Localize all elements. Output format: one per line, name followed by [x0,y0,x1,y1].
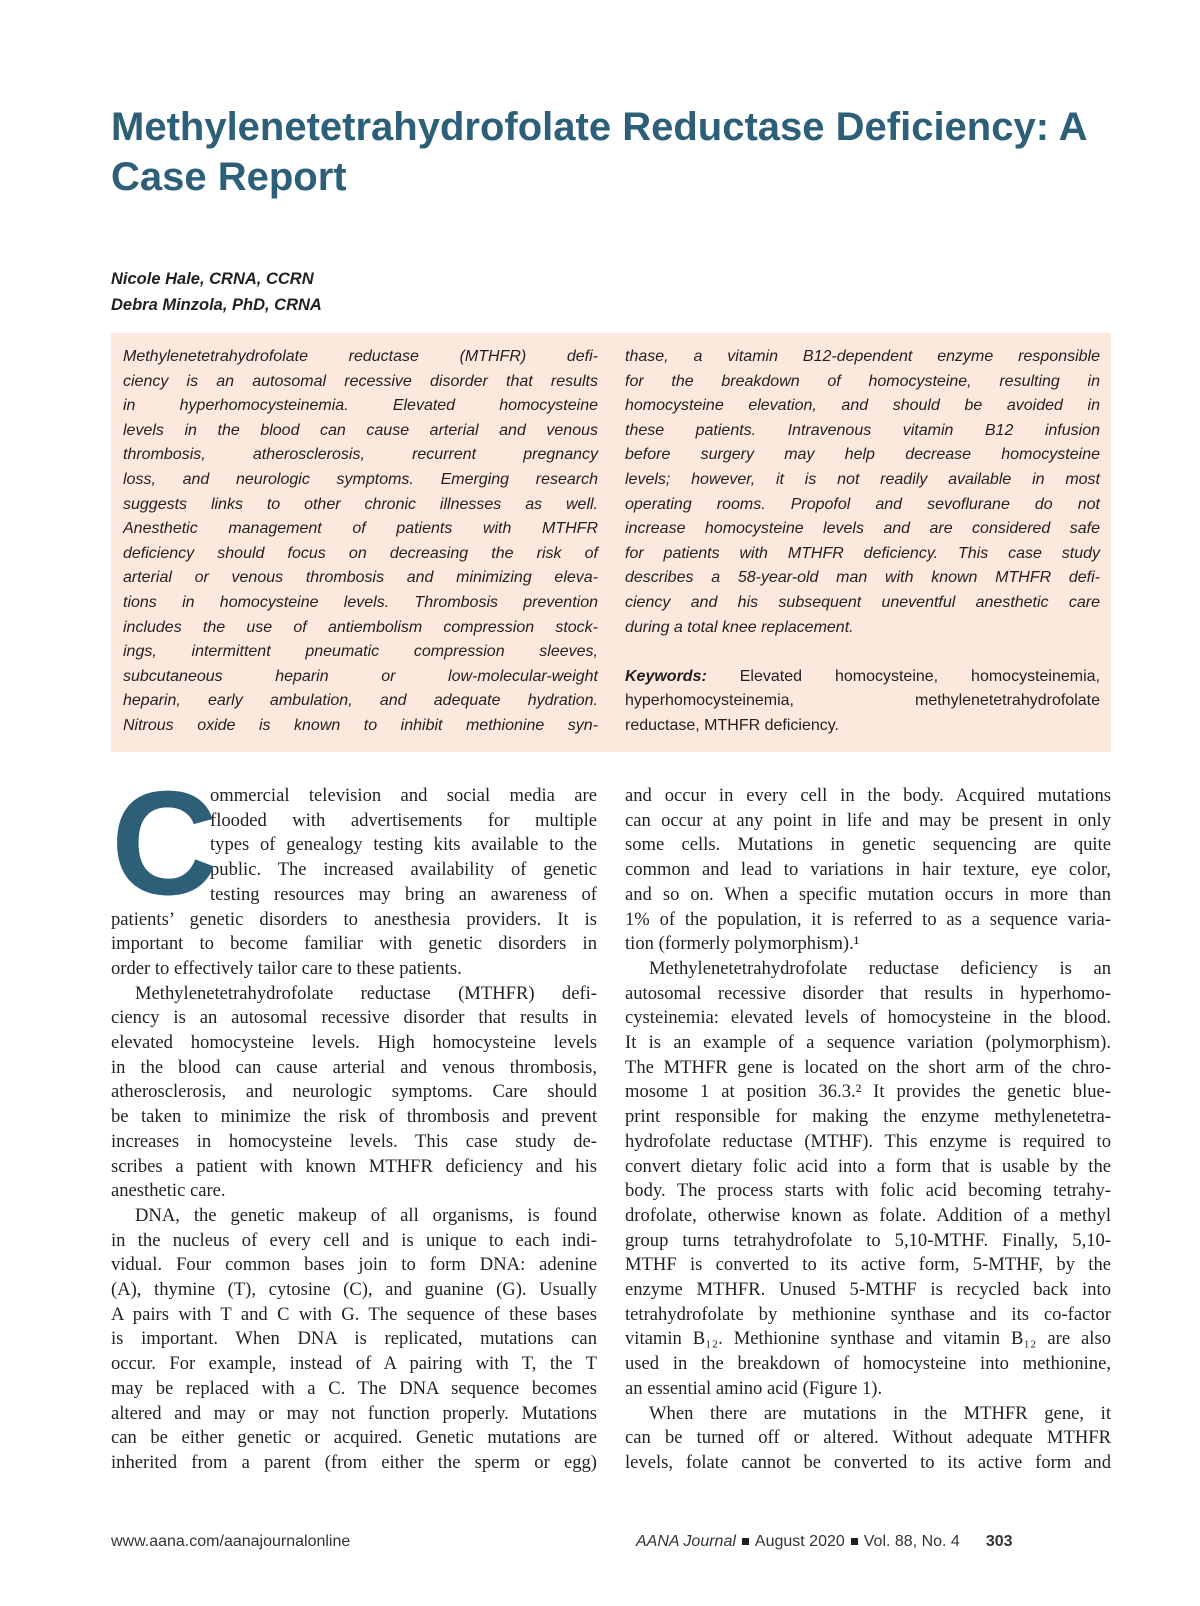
body-column-right [625,784,1111,1476]
keywords-line: reductase, MTHFR deficiency. [625,716,839,734]
body-line: some cells. Mutations in genetic sequencing are quite [625,834,1111,856]
body-line: testing resources may bring an awareness of [210,883,597,905]
body-line: levels, folate cannot be converted to its active form and [625,1451,1111,1473]
body-line: common and lead to variations in hair texture, eye color, [625,859,1111,881]
body-line: The MTHFR gene is located on the short arm of the chro- [625,1056,1111,1078]
body-line: can be either genetic or acquired. Genetic mutations are [111,1427,597,1449]
body-line: atherosclerosis, and neurologic symptoms. Care should [111,1081,597,1103]
body-line: flooded with advertisements for multiple [210,809,597,831]
body-line: drofolate, otherwise known as folate. Addition of a methyl [625,1204,1111,1226]
bullet-square-icon [742,1538,749,1545]
abstract-line: tions in homocysteine levels. Thrombosis prevention [123,593,598,611]
abstract-line: these patients. Intravenous vitamin B12 infusion [625,421,1100,439]
author-list [111,266,322,318]
abstract-line: increase homocysteine levels and are considered safe [625,520,1100,538]
body-line: patients’ genetic disorders to anesthesia providers. It is [111,908,597,930]
body-line: cysteinemia: elevated levels of homocysteine in the blood. [625,1007,1111,1029]
body-line: Methylenetetrahydrofolate reductase deficiency is an [649,957,1111,979]
body-line: important to become familiar with genetic disorders in [111,933,597,955]
abstract-line: describes a 58-year-old man with known MTHFR defi- [625,569,1100,587]
body-line: public. The increased availability of genetic [210,859,597,881]
issue-date: August 2020 [754,1533,845,1550]
body-line: Methylenetetrahydrofolate reductase (MTHFR) defi- [135,982,597,1004]
body-line: can occur at any point in life and may be present in only [625,809,1111,831]
body-line: autosomal recessive disorder that results in hyperhomo- [625,982,1111,1004]
body-line: body. The process starts with folic acid becoming tetrahy- [625,1180,1111,1202]
body-line: anesthetic care. [111,1180,226,1202]
drop-cap: C [111,761,218,926]
author-name: Debra Minzola, PhD, CRNA [111,296,322,314]
body-line: occur. For example, instead of A pairing with T, the T [111,1353,597,1375]
abstract-line: suggests links to other chronic illnesses as well. [123,495,598,513]
abstract-line: thrombosis, atherosclerosis, recurrent pregnancy [123,446,598,464]
body-line: 1% of the population, it is referred to as a sequence varia- [625,908,1111,930]
body-line: ciency is an autosomal recessive disorder that results in [111,1007,597,1029]
abstract-line: ciency is an autosomal recessive disorder that results [123,372,598,390]
volume-number: Vol. 88, No. 4 [863,1533,960,1550]
body-line: When there are mutations in the MTHFR gene, it [649,1402,1111,1424]
footer-citation [636,1530,1013,1554]
body-line: order to effectively tailor care to these patients. [111,957,462,979]
body-line: A pairs with T and C with G. The sequence of these bases [111,1303,597,1325]
body-line: convert dietary folic acid into a form that is usable by the [625,1155,1111,1177]
body-line: vitamin B₁₂. Methionine synthase and vitamin B₁₂ are also [625,1328,1111,1350]
body-column-left [111,761,597,1476]
abstract-line: in hyperhomocysteinemia. Elevated homocysteine [123,397,598,415]
bullet-square-icon [851,1538,858,1545]
body-line: can be turned off or altered. Without adequate MTHFR [625,1427,1111,1449]
body-line: is important. When DNA is replicated, mutations can [111,1328,597,1350]
body-line: group turns tetrahydrofolate to 5,10-MTHF. Finally, 5,10- [625,1229,1111,1251]
body-line: vidual. Four common bases join to form DNA: adenine [111,1254,597,1276]
abstract-column-left [123,345,598,739]
abstract-line: levels in the blood can cause arterial and venous [123,421,598,439]
body-line: tetrahydrofolate by methionine synthase and its co-factor [625,1303,1111,1325]
abstract-column-right [625,345,1100,739]
keywords-line: hyperhomocysteinemia, methylenetetrahydrofolate [625,692,1100,710]
author-name: Nicole Hale, CRNA, CCRN [111,270,314,288]
body-line: ommercial television and social media are [210,785,597,806]
abstract-line: ings, intermittent pneumatic compression sleeves, [123,643,598,661]
keywords-label: Keywords: [625,667,707,685]
abstract-line: for the breakdown of homocysteine, resulting in [625,372,1100,390]
abstract-line: operating rooms. Propofol and sevoflurane do not [625,495,1100,513]
journal-name: AANA Journal [636,1533,736,1550]
body-line: be taken to minimize the risk of thrombosis and prevent [111,1106,597,1128]
abstract-line: during a total knee replacement. [625,618,854,636]
abstract-box [111,333,1111,752]
body-line: It is an example of a sequence variation (polymorphism). [625,1032,1111,1054]
abstract-line: subcutaneous heparin or low-molecular-weight [123,667,598,685]
body-line: print responsible for making the enzyme methylenetetra- [625,1106,1111,1128]
body-line: tion (formerly polymorphism).¹ [625,933,860,955]
abstract-line: levels; however, it is not readily available in most [625,470,1100,488]
body-line: altered and may or may not function properly. Mutations [111,1402,597,1424]
body-line: (A), thymine (T), cytosine (C), and guanine (G). Usually [111,1279,597,1301]
body-line: used in the breakdown of homocysteine into methionine, [625,1353,1111,1375]
abstract-line: deficiency should focus on decreasing the risk of [123,544,598,562]
body-line: DNA, the genetic makeup of all organisms, is found [135,1204,597,1226]
abstract-line: arterial or venous thrombosis and minimizing eleva- [123,569,598,587]
abstract-line: homocysteine elevation, and should be avoided in [625,397,1100,415]
body-line: scribes a patient with known MTHFR deficiency and his [111,1155,597,1177]
body-line: MTHF is converted to its active form, 5-MTHF, by the [625,1254,1111,1276]
body-line: increases in homocysteine levels. This case study de- [111,1130,597,1152]
abstract-line: before surgery may help decrease homocysteine [625,446,1100,464]
body-line: in the blood can cause arterial and venous thrombosis, [111,1056,597,1078]
abstract-line: thase, a vitamin B12-dependent enzyme responsible [625,348,1100,365]
body-line: may be replaced with a C. The DNA sequence becomes [111,1377,597,1399]
abstract-line: Methylenetetrahydrofolate reductase (MTHFR) defi- [123,348,598,365]
body-line: enzyme MTHFR. Unused 5-MTHF is recycled back into [625,1279,1111,1301]
abstract-line: Nitrous oxide is known to inhibit methionine syn- [123,716,598,734]
keywords-text: Elevated homocysteine, homocysteinemia, [739,667,1101,685]
body-line: types of genealogy testing kits available to the [210,834,597,856]
abstract-line: loss, and neurologic symptoms. Emerging research [123,470,598,488]
footer-url[interactable]: www.aana.com/aanajournalonline [111,1533,351,1550]
body-line: mosome 1 at position 36.3.² It provides the genetic blue- [625,1081,1111,1103]
body-line: elevated homocysteine levels. High homocysteine levels [111,1032,597,1054]
abstract-line: includes the use of antiembolism compression stock- [123,618,598,636]
body-line: hydrofolate reductase (MTHF). This enzyme is required to [625,1130,1111,1152]
body-line: and occur in every cell in the body. Acquired mutations [625,785,1111,806]
page-number: 303 [985,1533,1013,1550]
keywords-line [625,665,1100,690]
body-line: and so on. When a specific mutation occurs in more than [625,883,1111,905]
abstract-line: Anesthetic management of patients with MTHFR [123,520,598,538]
body-line: inherited from a parent (from either the sperm or egg) [111,1451,597,1473]
article-title: Methylenetetrahydrofolate Reductase Deficiency: A Case Report [111,105,1087,199]
body-line: an essential amino acid (Figure 1). [625,1377,883,1399]
body-line: in the nucleus of every cell and is unique to each indi- [111,1229,597,1251]
abstract-line: for patients with MTHFR deficiency. This case study [625,544,1100,562]
abstract-line: ciency and his subsequent uneventful anesthetic care [625,593,1100,611]
abstract-line: heparin, early ambulation, and adequate hydration. [123,692,598,710]
